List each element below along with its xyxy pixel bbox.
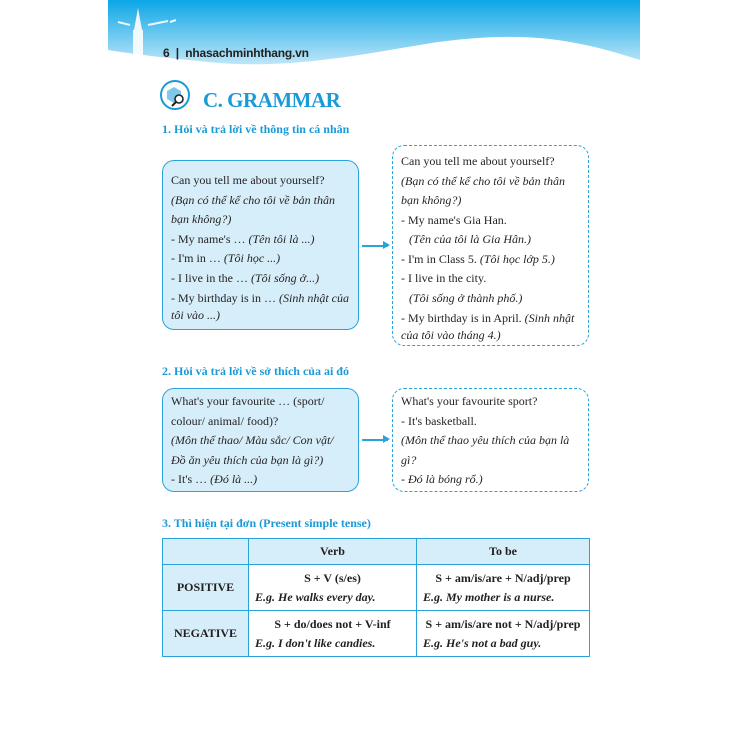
separator: | (175, 46, 179, 60)
line: - I'm in Class 5. (401, 251, 480, 266)
translation: (Tôi học ...) (223, 251, 281, 265)
line: - My name's … (171, 231, 249, 246)
page-number: 6 (163, 46, 170, 60)
translation: (Sinh nhật của tôi vào ...) (171, 291, 349, 322)
header-cell (163, 539, 249, 565)
site-name: nhasachminhthang.vn (185, 46, 309, 60)
q-translation: (Môn thể thao/ Màu sắc/ Con vật/ Đồ ăn yêu thích của bạn là gì?) (171, 433, 334, 467)
formula: S + V (s/es) (304, 570, 361, 585)
translation: (Tôi sống ở thành phố.) (409, 290, 523, 305)
header-banner (108, 0, 640, 75)
row-label: POSITIVE (163, 565, 249, 611)
question-template-box (162, 160, 359, 330)
translation: (Đó là ...) (210, 472, 258, 486)
present-simple-table (162, 538, 590, 657)
example-answer-box-2 (392, 388, 589, 492)
translation: (Môn thể thao yêu thích của bạn là gì? (401, 433, 570, 467)
table-row (163, 565, 590, 611)
line: - My name's Gia Han. (401, 212, 507, 227)
line: - It's … (171, 472, 211, 486)
line: - My birthday is in … (171, 291, 279, 305)
cell (417, 565, 590, 611)
table-row (163, 611, 590, 657)
translation: (Tên của tôi là Gia Hân.) (409, 232, 531, 246)
cell (249, 611, 417, 657)
q-translation: (Bạn có thể kể cho tôi về bản thân bạn không?) (401, 173, 565, 207)
translation: (Tên tôi là ...) (248, 231, 315, 246)
cell (417, 611, 590, 657)
arrow-icon (362, 439, 388, 441)
q: Can you tell me about yourself? (171, 173, 325, 187)
line: - I'm in … (171, 251, 224, 265)
line: - My birthday is in April. (401, 311, 525, 325)
formula: S + do/does not + V-inf (274, 616, 391, 631)
q: What's your favourite sport? (401, 394, 538, 408)
formula: S + am/is/are + N/adj/prep (435, 570, 571, 585)
cell (249, 565, 417, 611)
header-cell: Verb (249, 539, 417, 565)
example-answer-box (392, 145, 589, 346)
line: - I live in the … (171, 270, 251, 285)
section-title: C. GRAMMAR (203, 88, 341, 112)
translation: (Tôi học lớp 5.) (479, 251, 555, 266)
q: What's your favourite … (sport/ colour/ animal/ food)? (171, 394, 325, 428)
line: - I live in the city. (401, 271, 487, 285)
arrow-icon (362, 245, 388, 247)
example: E.g. He's not a bad guy. (423, 635, 542, 650)
example: E.g. I don't like candies. (255, 635, 376, 650)
translation: (Sinh nhật của tôi vào tháng 4.) (401, 311, 575, 342)
q-translation: (Bạn có thể kể cho tôi về bản thân bạn không?) (171, 192, 335, 226)
section-1-heading: 1. Hỏi và trả lời về thông tin cá nhân (162, 122, 350, 136)
formula: S + am/is/are not + N/adj/prep (425, 616, 581, 631)
section-3-heading: 3. Thì hiện tại đơn (Present simple tense) (162, 516, 371, 530)
translation: - Đó là bóng rổ.) (401, 472, 483, 486)
example: E.g. He walks every day. (255, 589, 376, 604)
q: Can you tell me about yourself? (401, 154, 555, 168)
header-cell: To be (417, 539, 590, 565)
section-2-heading: 2. Hỏi và trả lời về sở thích của ai đó (162, 364, 349, 378)
question-template-box-2 (162, 388, 359, 492)
line: - It's basketball. (401, 413, 477, 428)
table-header-row (163, 539, 590, 565)
row-label: NEGATIVE (163, 611, 249, 657)
grammar-magnifier-icon (160, 80, 190, 110)
translation: (Tôi sống ở...) (250, 270, 320, 285)
page-header (163, 46, 309, 60)
example: E.g. My mother is a nurse. (423, 589, 555, 604)
